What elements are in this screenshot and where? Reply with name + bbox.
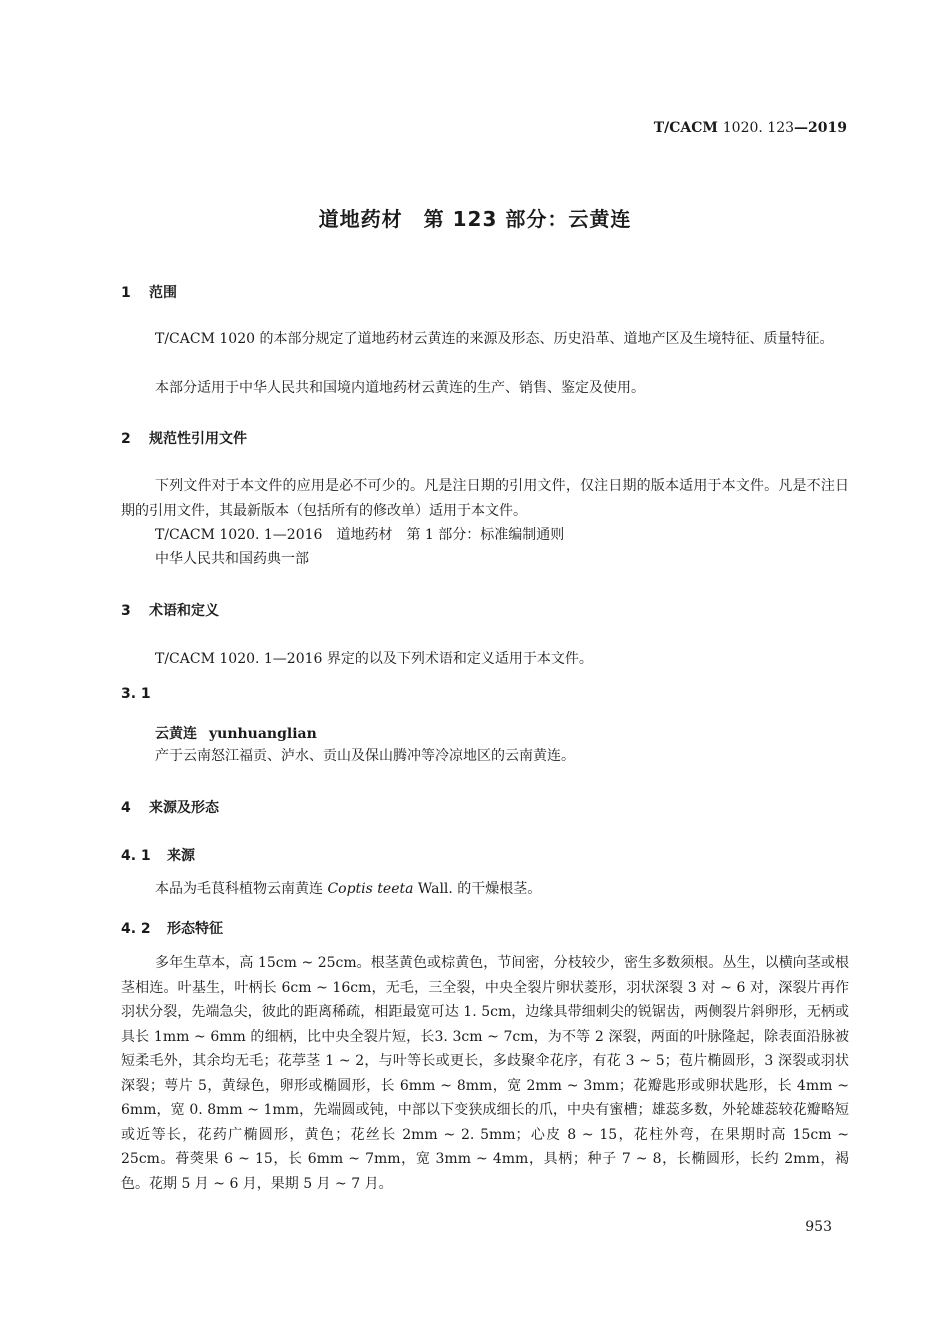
reference-item-2: 中华人民共和国药典一部 xyxy=(155,551,309,567)
section-1-title: 范围 xyxy=(149,285,177,301)
subsection-4-1-title: 来源 xyxy=(167,848,195,864)
subsection-4-2-heading xyxy=(121,918,223,938)
subsection-4-1-heading xyxy=(121,845,195,865)
source-text-before: 本品为毛茛科植物云南黄连 xyxy=(155,881,328,897)
standard-number: 1020. 123 xyxy=(722,120,795,136)
morphology-paragraph: 多年生草本，高 15cm ~ 25cm。根茎黄色或棕黄色，节间密，分枝较少，密生多数须根。丛生，以横向茎或根茎相连。叶基生，叶柄长 6cm ~ 16cm，无毛，三全裂，中央全裂片卵状菱形，羽状深裂 3 对 ~ 6 对，深裂片再作羽状分裂，先端急尖，彼此的距离稀疏，相距最宽可达 1. 5cm，边缘具带细刺尖的锐锯齿，两侧裂片斜卵形，无柄或具长 1mm ~ 6mm 的细柄，比中央全裂片短，长3. 3cm ~ 7cm，为不等 2 深裂，两面的叶脉隆起，除表面沿脉被短柔毛外，其余均无毛；花葶茎 1 ~ 2，与叶等长或更长，多歧聚伞花序，有花 3 ~ 5；苞片椭圆形，3 深裂或羽状深裂；萼片 5，黄绿色，卵形或椭圆形，长 6mm ~ 8mm，宽 2mm ~ 3mm；花瓣匙形或卵状匙形，长 4mm ~ 6mm，宽 0. 8mm ~ 1mm，先端圆或钝，中部以下变狭成细长的爪，中央有蜜槽；雄蕊多数，外轮雄蕊较花瓣略短或近等长，花药广椭圆形，黄色；花丝长 2mm ~ 2. 5mm；心皮 8 ~ 15，花柱外弯，在果期时高 15cm ~ 25cm。蓇葖果 6 ~ 15，长 6mm ~ 7mm，宽 3mm ~ 4mm，具柄；种子 7 ~ 8，长椭圆形，长约 2mm，褐色。花期 5 月 ~ 6 月，果期 5 月 ~ 7 月。 xyxy=(121,955,849,1192)
scope-paragraph-1: T/CACM 1020 的本部分规定了道地药材云黄连的来源及形态、历史沿革、道地产区及生境特征、质量特征。 xyxy=(155,331,834,347)
reference-item-1: T/CACM 1020. 1—2016 道地药材 第 1 部分：标准编制通则 xyxy=(155,527,565,543)
terms-paragraph: T/CACM 1020. 1—2016 界定的以及下列术语和定义适用于本文件。 xyxy=(155,651,593,667)
section-2-number: 2 xyxy=(121,431,131,447)
term-english: yunhuanglian xyxy=(209,726,317,742)
section-3-title: 术语和定义 xyxy=(149,603,219,619)
term-entry xyxy=(155,723,317,743)
section-4-title: 来源及形态 xyxy=(149,800,219,816)
section-4-number: 4 xyxy=(121,800,131,816)
standard-prefix: T/CACM xyxy=(653,120,718,136)
subsection-4-1-number: 4. 1 xyxy=(121,848,151,864)
document-title: 道地药材 第 123 部分：云黄连 xyxy=(318,207,632,231)
section-4-heading xyxy=(121,797,219,817)
scope-paragraph-2: 本部分适用于中华人民共和国境内道地药材云黄连的生产、销售、鉴定及使用。 xyxy=(155,380,645,396)
references-paragraph: 下列文件对于本文件的应用是必不可少的。凡是注日期的引用文件，仅注日期的版本适用于本文件。凡是不注日期的引用文件，其最新版本（包括所有的修改单）适用于本文件。 xyxy=(121,478,849,519)
source-paragraph xyxy=(121,877,849,902)
source-text-after: Wall. 的干燥根茎。 xyxy=(413,881,542,897)
page-number: 953 xyxy=(805,1219,832,1235)
section-2-heading xyxy=(121,428,247,448)
section-3-heading xyxy=(121,600,219,620)
section-3-number: 3 xyxy=(121,603,131,619)
section-2-title: 规范性引用文件 xyxy=(149,431,247,447)
subsection-4-2-number: 4. 2 xyxy=(121,921,151,937)
section-1-number: 1 xyxy=(121,285,131,301)
standard-code xyxy=(654,120,847,136)
subsection-3-1-number: 3. 1 xyxy=(121,686,151,702)
term-chinese: 云黄连 xyxy=(155,726,197,742)
standard-year: —2019 xyxy=(794,120,847,136)
term-definition: 产于云南怒江福贡、泸水、贡山及保山腾冲等冷凉地区的云南黄连。 xyxy=(155,748,575,764)
subsection-4-2-title: 形态特征 xyxy=(167,921,223,937)
latin-name: Coptis teeta xyxy=(327,881,414,897)
section-1-heading xyxy=(121,282,177,302)
